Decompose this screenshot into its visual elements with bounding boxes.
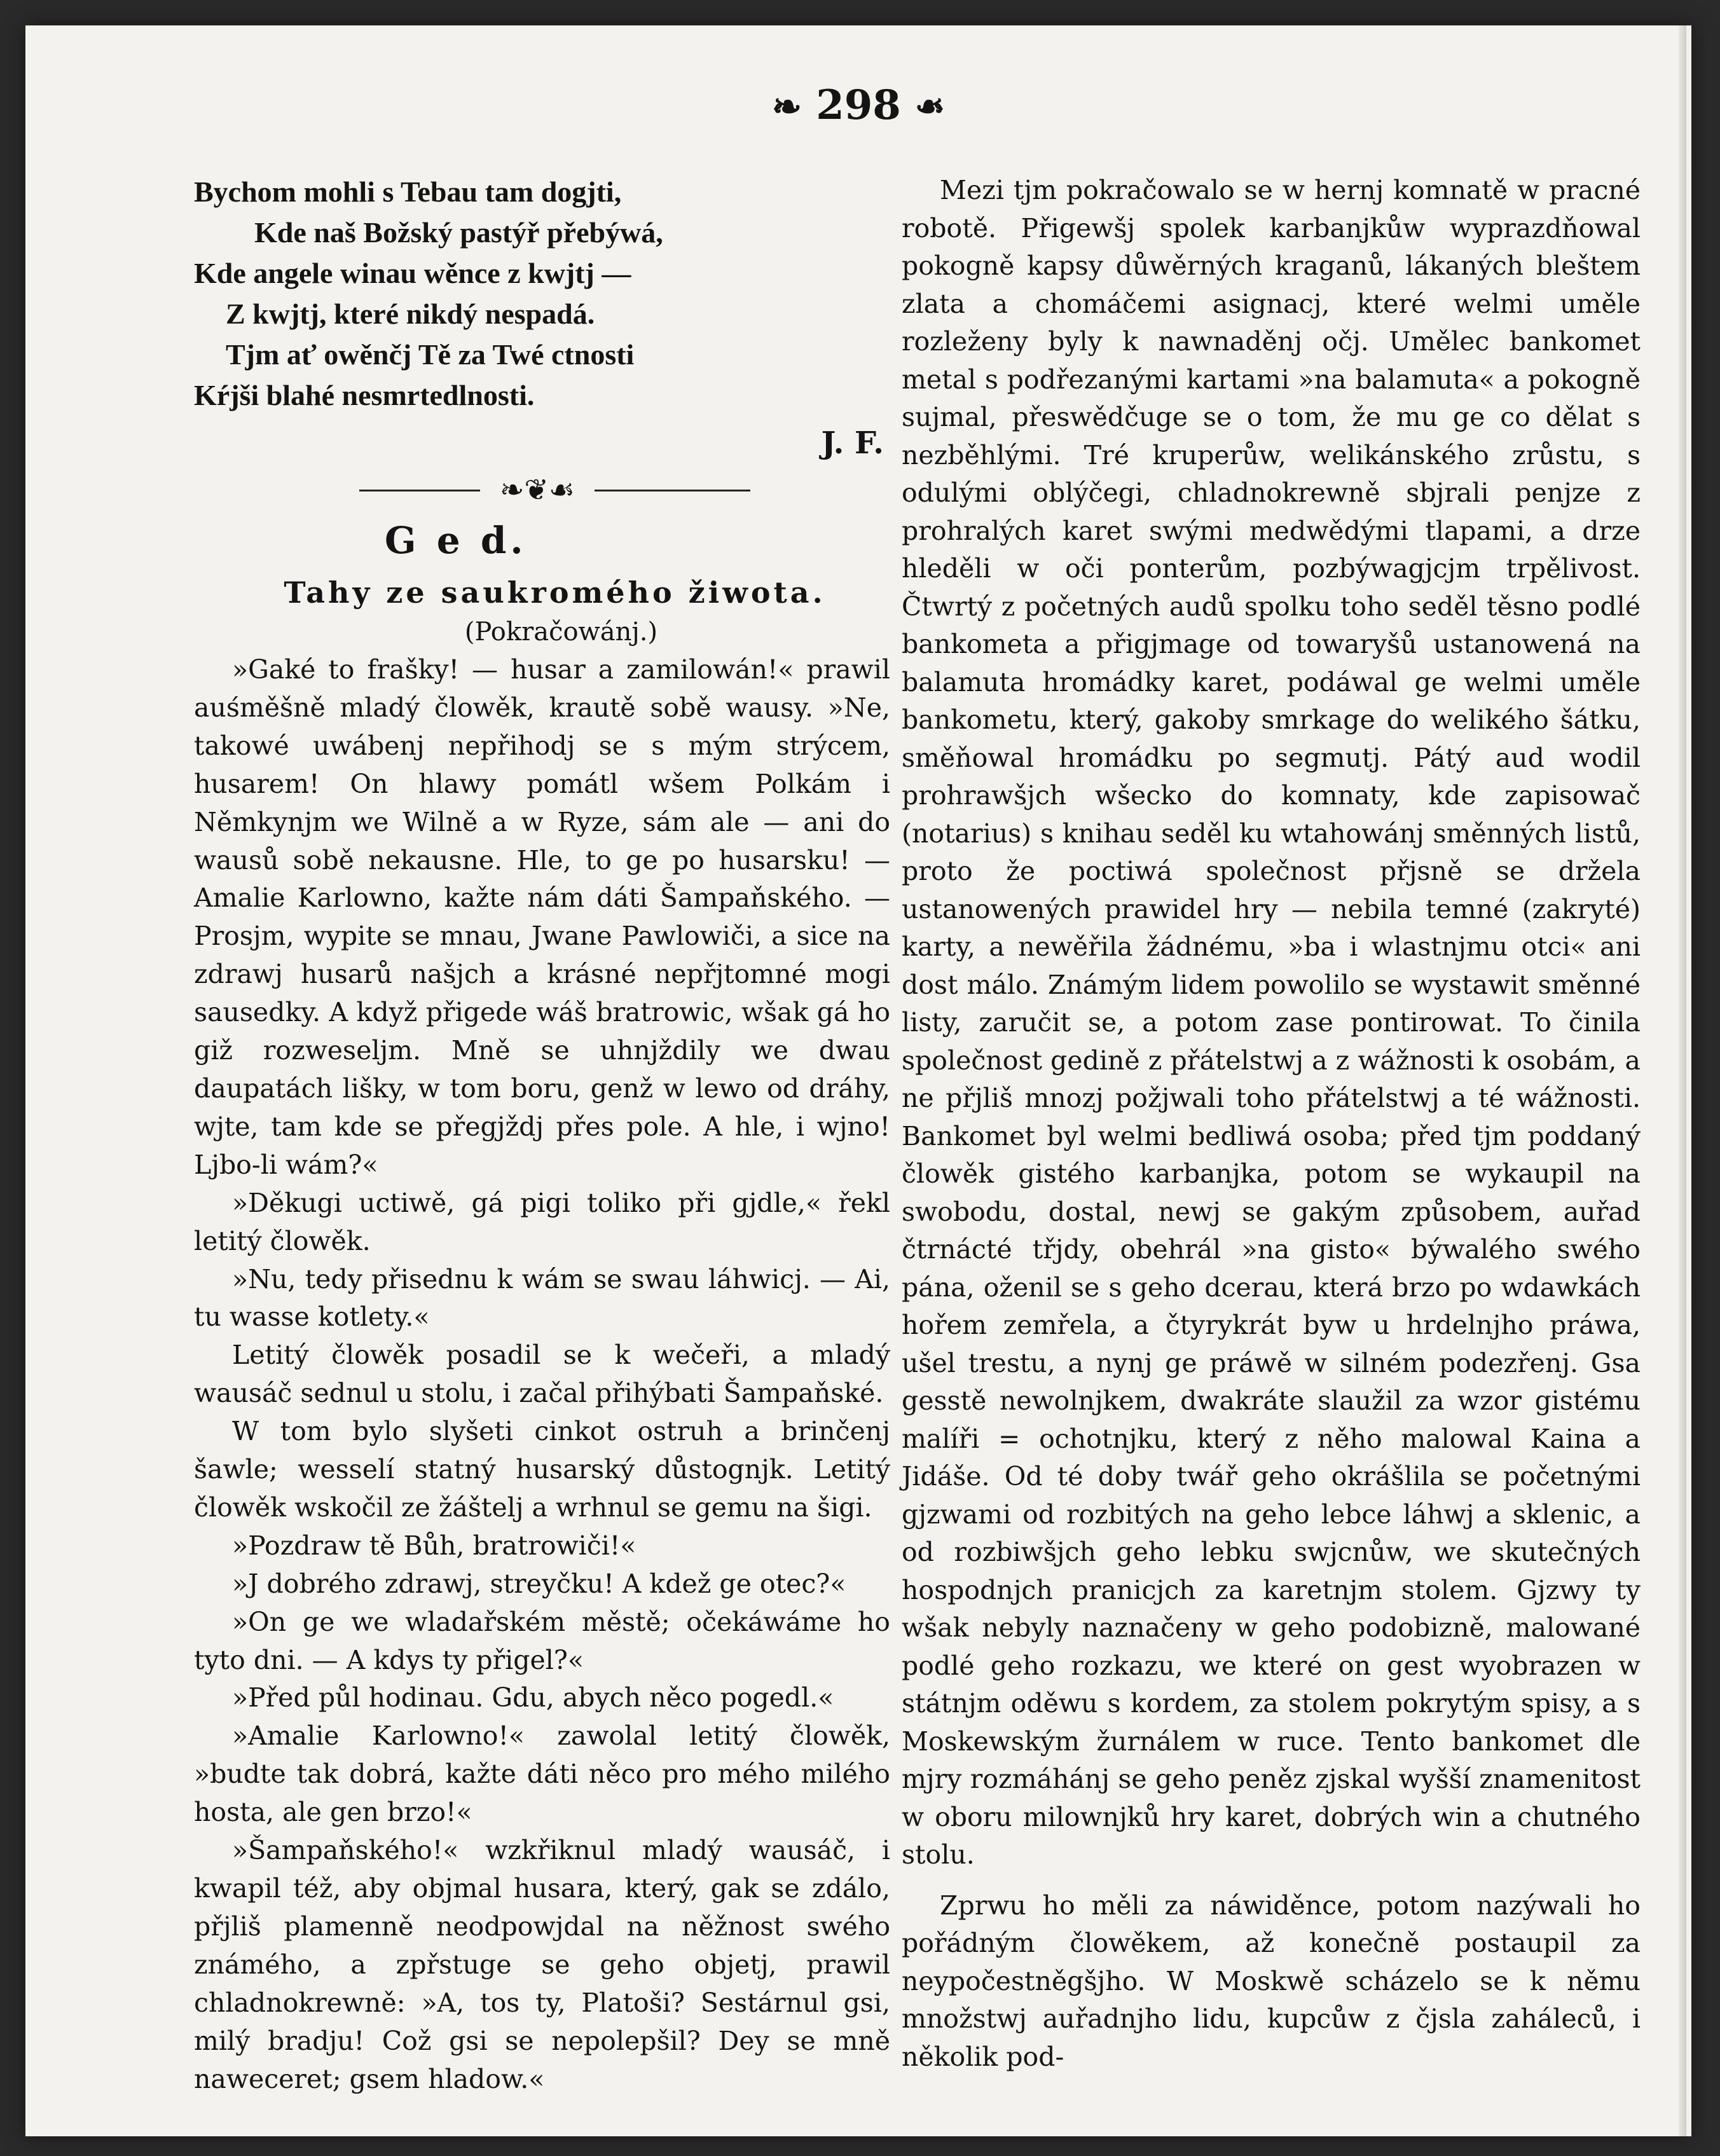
paragraph: Mezi tjm pokračowalo se w hernj komnatě w pracné robotě. Přigewšj spolek karbanjkůw wyprazdňowal pokogně kapsy důwěrných kraganů, lákaných bleštem zlata a chomáčemi asignacj, které welmi uměle rozleženy byly k nawnaděnj očj. Umělec bankomet metal s podřezanými kartami »na balamuta« a pokogně sujmal, přeswědčuge se o tom, že mu ge co dělat s nezběhlými. Tré kruperůw, welikánského zrůstu, s odulými oblýčegi, chladnokrewně sbjrali penjze z prohralých karet swými medwědými tlapami, a drze hleděli w oči ponterům, pozbýwagjcjm trpělivost. Čtwrtý z početných audů spolku toho seděl těsno podlé bankometa a přigjmage od towaryšů ustanowená na balamuta hromádky karet, podáwal ge welmi uměle bankometu, který, gakoby smrkage do welikého šátku, směňowal hromádku po segmutj. Pátý aud wodil prohrawšjch wšecko do komnaty, kde zapisowač (notarius) s knihau seděl ku wtahowánj směnných listů, proto že poctiwá společnost přjsně se držela ustanowených prawidel hry — nebila temné (zakryté) karty, a newěřila žádnému, »ba i wlastnjmu otci« ani dost málo. Známým lidem powolilo se wystawit směnné listy, zaručit se, a potom zase pontirowat. To činila společnost gedině z přátelstwj a z wážnosti k osobám, a ne přjliš mnozj požjwali toho přátelstwj a té wážnosti. Bankomet byl welmi bedliwá osoba; před tjm poddaný člowěk gistého karbanjka, potom se wykaupil na swobodu, dostal, newj se gakým způsobem, auřad čtrnácté třjdy, obehrál »na gisto« býwalého swého pána, oženil se s geho dcerau, která brzo po wdawkách hořem zemřela, a čtyrykrát byw u hrdelnjho práwa, ušel trestu, a nynj ge práwě w silném podezřenj. Gsa gesstě newolnjkem, dwakráte slaužil za wzor gistému malíři = ochotnjku, který z něho malowal Kaina a Jidáše. Od té doby twář geho okrášlila se početnými gjzwami od rozbitých na geho lebce láhwj a sklenic, a od rozbiwšjch geho lebku swjcnůw, we skutečných hospodnjch pranicjch za karetnjm stolem. Gjzwy ty wšak nebyly naznačeny w geho podobizně, malowané podlé geho rozkazu, we které on gest wyobrazen w státnjm oděwu s kordem, za stolem pokrytým spisy, a s Moskewským žurnálem w ruce. Tento bankomet dle mjry rozmáhánj se geho peněz zjskal wyšší znamenitost w oboru milownjků hry karet, dobrých win a chutného stolu. xyxy=(902,175,1641,1870)
left-body-text xyxy=(194,651,890,2098)
poem-line: Tjm ať owěnčj Tě za Twé ctnosti xyxy=(226,338,635,371)
paragraph: »Děkugi uctiwě, gá pigi toliko při gjdle,« řekl letitý člowěk. xyxy=(194,1187,890,1256)
paragraph: Letitý člowěk posadil se k wečeři, a mladý wausáč sednul u stolu, i začal přihýbati Šampaňské. xyxy=(194,1340,890,1409)
paragraph: »Šampaňského!« wzkřiknul mladý wausáč, i kwapil též, aby objmal husara, který, gak se zdálo, přjliš plamenně neodpowjdal na něžnost swého známého, a zpřstuge se geho objetj, prawil chladnokrewně: »A, tos ty, Platoši? Sestárnul gsi, milý bradju! Což gsi se nepolepšil? Dey se mně naweceret; gsem hladow.« xyxy=(194,1835,890,2094)
paragraph: »J dobrého zdrawj, streyčku! A kdež ge otec?« xyxy=(232,1568,846,1599)
poem-line: Kde naš Božský pastýř přebýwá, xyxy=(254,216,663,249)
page-edge xyxy=(1679,25,1686,2136)
left-ornament-icon: ❧ xyxy=(772,86,802,128)
poem-line: Kŕjši blahé nesmrtedlnosti. xyxy=(194,379,535,411)
page-number-header xyxy=(25,81,1691,129)
paragraph: »Nu, tedy přisednu k wám se swau láhwicj. — Ai, tu wasse kotlety.« xyxy=(194,1263,890,1333)
continuation-note: (Pokračowánj.) xyxy=(464,617,658,647)
paragraph: »Před půl hodinau. Gdu, abych něco pogedl.« xyxy=(232,1682,834,1713)
right-body-text xyxy=(902,172,1641,2076)
paragraph: Zprwu ho měli za náwiděnce, potom nazýwali ho pořádným člowěkem, až konečně postaupil za neypočestněgšjho. W Moskwě scházelo se k němu množstwj auřadnjho lidu, kupcůw z čjsla zaháleců, i několik pod- xyxy=(902,1890,1641,2072)
paragraph: »Gaké to frašky! — husar a zamilowán!« prawil auśměšně mladý člowěk, krautě sobě wausy. »Ne, takowé uwábenj nepřihodj se s mým strýcem, husarem! On hlawy pomátl wšem Polkám i Němkynjm we Wilně a w Ryze, sám ale — ani do wausů sobě nekausne. Hle, to ge po husarsku! — Amalie Karlowno, kažte nám dáti Šampaňského. — Prosjm, wypite se mnau, Jwane Pawlowiči, a sice na zdrawj husarů našjch a krásné nepřjtomné mogi sausedky. A když přigede wáš bratrowic, wšak gá ho giž rozweseljm. Mně se uhnjždily we dwau daupatách lišky, w tom boru, genž w lewo od dráhy, wjte, tam kde se přegjždj přes pole. A hle, i wjno! Ljbo-li wám?« xyxy=(194,654,890,1180)
divider-ornament-icon: ❧❦☙ xyxy=(480,470,595,509)
section-heading: G e d. xyxy=(385,519,527,562)
poem-line: Kde angele winau wěnce z kwjtj — xyxy=(194,257,631,289)
section-divider xyxy=(194,470,890,509)
poem-signature: J. F. xyxy=(821,425,884,461)
poem-line: Bychom mohli s Tebau tam dogjti, xyxy=(194,175,622,208)
paragraph: »Amalie Karlowno!« zawolal letitý člowěk, »budte tak dobrá, kažte dáti něco pro mého milého hosta, ale gen brzo!« xyxy=(194,1720,890,1828)
page-number: 298 xyxy=(816,81,901,129)
paragraph: »On ge we wladařském městě; očekáwáme ho tyto dni. — A kdys ty přigel?« xyxy=(194,1606,890,1675)
paragraph: W tom bylo slyšeti cinkot ostruh a brinčenj šawle; wesselí statný husarský důstognjk. Letitý člowěk wskočil ze žáštelj a wrhnul se gemu na šigi. xyxy=(194,1416,890,1523)
right-column xyxy=(902,172,1641,2076)
poem xyxy=(194,172,890,416)
right-ornament-icon: ❧ xyxy=(915,86,945,128)
book-page xyxy=(25,25,1691,2136)
left-column xyxy=(194,172,890,2098)
section-subheading: Tahy ze saukromého žiwota. xyxy=(284,575,826,610)
poem-line: Z kwjtj, které nikdý nespadá. xyxy=(226,298,595,330)
paragraph: »Pozdraw tě Bůh, bratrowiči!« xyxy=(232,1530,636,1561)
